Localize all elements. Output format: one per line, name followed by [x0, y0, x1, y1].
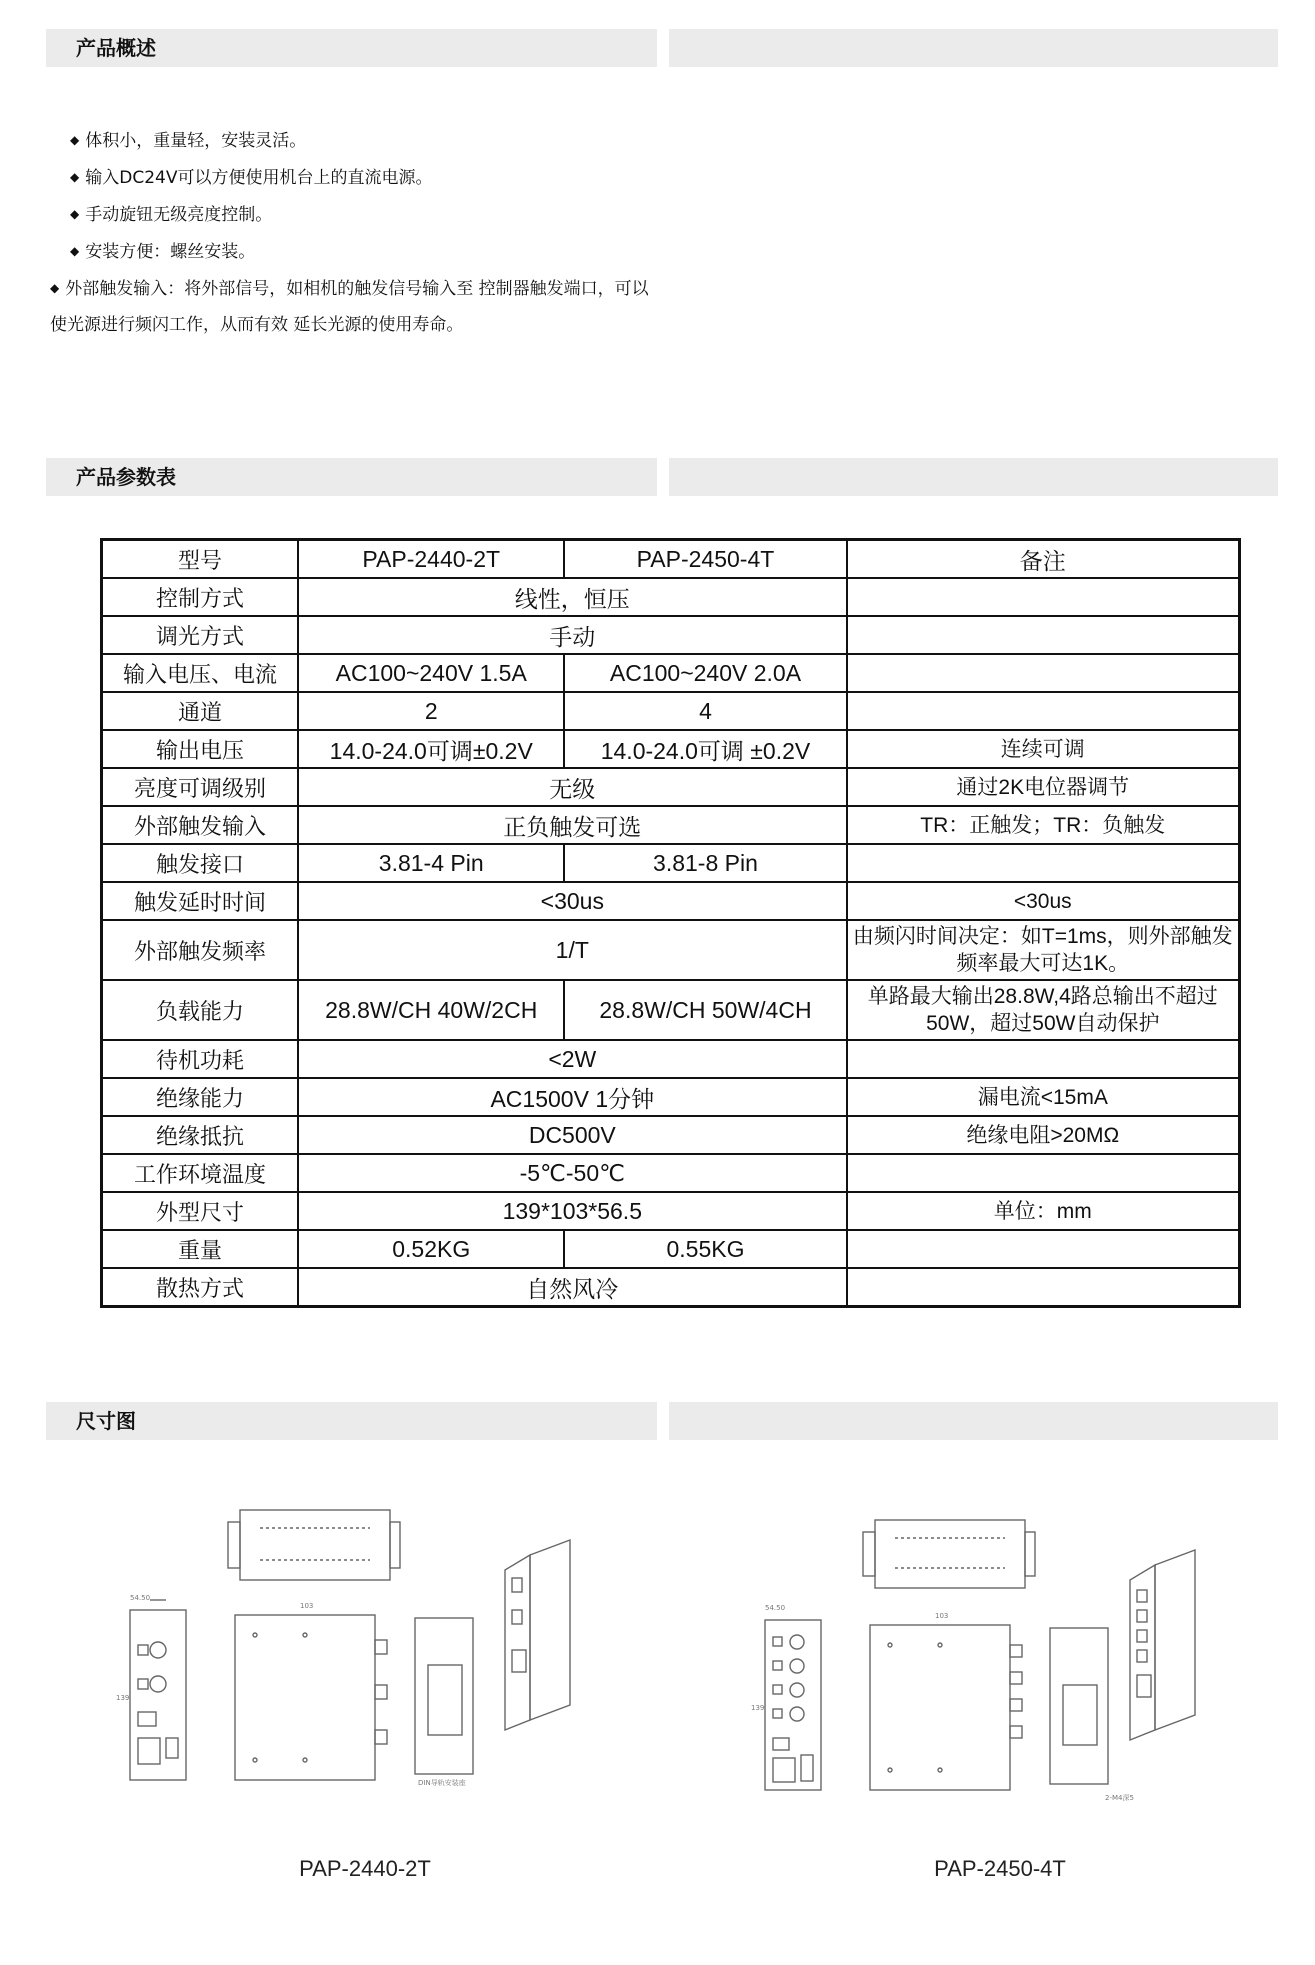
row-value-model-b: AC100~240V 2.0A: [564, 654, 846, 692]
table-row: [102, 1116, 1240, 1154]
dimension-drawing-right: [745, 1510, 1265, 1820]
table-row: [102, 844, 1240, 882]
table-row: [102, 1268, 1240, 1307]
row-label: 散热方式: [102, 1268, 299, 1307]
row-label: 待机功耗: [102, 1040, 299, 1078]
row-note: 单路最大输出28.8W,4路总输出不超过50W，超过50W自动保护: [847, 980, 1240, 1040]
row-label: 外部触发频率: [102, 920, 299, 980]
section-bar-dimensions-right: [669, 1402, 1278, 1440]
table-row: [102, 920, 1240, 980]
table-row: [102, 730, 1240, 768]
row-value-model-b: 3.81-8 Pin: [564, 844, 846, 882]
table-row: [102, 806, 1240, 844]
dim-label-right: 2-M4深5: [1105, 1794, 1134, 1802]
row-value-model-a: 14.0-24.0可调±0.2V: [298, 730, 564, 768]
row-note: [847, 1230, 1240, 1268]
table-row: [102, 980, 1240, 1040]
row-note: [847, 844, 1240, 882]
section-bar-overview-right: [669, 29, 1278, 67]
row-note: 绝缘电阻>20MΩ: [847, 1116, 1240, 1154]
row-label: 输入电压、电流: [102, 654, 299, 692]
header-label: 型号: [102, 540, 299, 579]
row-note: [847, 1040, 1240, 1078]
caption-right: PAP-2450-4T: [934, 1856, 1066, 1881]
row-value-merged: DC500V: [298, 1116, 847, 1154]
row-label: 工作环境温度: [102, 1154, 299, 1192]
dim-label-left: DIN导轨安装座: [418, 1779, 466, 1787]
table-row: [102, 1040, 1240, 1078]
table-row: [102, 1078, 1240, 1116]
row-value-merged: 139*103*56.5: [298, 1192, 847, 1230]
row-note: 通过2K电位器调节: [847, 768, 1240, 806]
row-value-merged: 线性，恒压: [298, 578, 847, 616]
row-note: 单位：mm: [847, 1192, 1240, 1230]
row-value-model-a: 0.52KG: [298, 1230, 564, 1268]
caption-left: PAP-2440-2T: [299, 1856, 431, 1881]
dim-width-right: 54.50: [765, 1604, 786, 1612]
section-bar-dimensions: [46, 1402, 657, 1440]
row-note: [847, 692, 1240, 730]
row-label: 触发延时时间: [102, 882, 299, 920]
feature-item: ◆ 体积小，重量轻，安装灵活。: [70, 131, 307, 151]
feature-item: ◆ 安装方便：螺丝安装。: [70, 242, 256, 262]
row-label: 亮度可调级别: [102, 768, 299, 806]
row-value-model-a: 2: [298, 692, 564, 730]
table-row: [102, 1230, 1240, 1268]
table-row: [102, 654, 1240, 692]
row-note: 漏电流<15mA: [847, 1078, 1240, 1116]
feature-item: ◆ 手动旋钮无级亮度控制。: [70, 205, 273, 225]
row-label: 负载能力: [102, 980, 299, 1040]
row-label: 外部触发输入: [102, 806, 299, 844]
row-label: 绝缘能力: [102, 1078, 299, 1116]
dim-depth-right: 103: [935, 1612, 949, 1620]
row-label: 通道: [102, 692, 299, 730]
row-note: 连续可调: [847, 730, 1240, 768]
table-row: [102, 1154, 1240, 1192]
dimension-drawing-left: [110, 1500, 650, 1820]
diamond-bullet-icon: ◆: [70, 244, 80, 258]
dim-height-right: 139: [751, 1704, 765, 1712]
table-row: [102, 616, 1240, 654]
row-value-model-b: 28.8W/CH 50W/4CH: [564, 980, 846, 1040]
spec-table: [100, 538, 1241, 1308]
header-model-b: PAP-2450-4T: [564, 540, 846, 579]
dim-depth-left: 103: [300, 1602, 314, 1610]
row-value-model-a: AC100~240V 1.5A: [298, 654, 564, 692]
row-value-merged: <30us: [298, 882, 847, 920]
row-value-model-b: 4: [564, 692, 846, 730]
row-value-merged: 无级: [298, 768, 847, 806]
table-row: [102, 768, 1240, 806]
row-note: TR：正触发；TR：负触发: [847, 806, 1240, 844]
row-note: [847, 654, 1240, 692]
table-row: [102, 1192, 1240, 1230]
diamond-bullet-icon: ◆: [70, 170, 80, 184]
row-label: 调光方式: [102, 616, 299, 654]
section-title-params: 产品参数表: [76, 465, 176, 489]
row-value-merged: 正负触发可选: [298, 806, 847, 844]
row-value-merged: 1/T: [298, 920, 847, 980]
row-label: 绝缘抵抗: [102, 1116, 299, 1154]
row-label: 重量: [102, 1230, 299, 1268]
row-note: <30us: [847, 882, 1240, 920]
dim-width-left: 54.50: [130, 1594, 151, 1602]
diamond-bullet-icon: ◆: [70, 207, 80, 221]
row-note: [847, 616, 1240, 654]
row-note: [847, 1268, 1240, 1307]
feature-list: [50, 122, 650, 343]
diamond-bullet-icon: ◆: [50, 281, 60, 295]
table-header-row: [102, 540, 1240, 579]
section-bar-overview: [46, 29, 657, 67]
table-row: [102, 578, 1240, 616]
row-label: 外型尺寸: [102, 1192, 299, 1230]
header-note: 备注: [847, 540, 1240, 579]
section-bar-params: [46, 458, 657, 496]
row-value-merged: AC1500V 1分钟: [298, 1078, 847, 1116]
row-value-merged: 自然风冷: [298, 1268, 847, 1307]
row-note: 由频闪时间决定：如T=1ms，则外部触发频率最大可达1K。: [847, 920, 1240, 980]
row-value-model-b: 14.0-24.0可调 ±0.2V: [564, 730, 846, 768]
row-note: [847, 1154, 1240, 1192]
row-value-merged: 手动: [298, 616, 847, 654]
feature-item: ◆ 输入DC24V可以方便使用机台上的直流电源。: [70, 168, 433, 188]
dim-height-left: 139: [116, 1694, 130, 1702]
row-label: 输出电压: [102, 730, 299, 768]
row-value-merged: <2W: [298, 1040, 847, 1078]
feature-item: ◆ 外部触发输入：将外部信号，如相机的触发信号输入至 控制器触发端口，可以使光源进行频闪工作，从而有效 延长光源的使用寿命。: [50, 279, 649, 335]
row-value-model-a: 28.8W/CH 40W/2CH: [298, 980, 564, 1040]
row-label: 触发接口: [102, 844, 299, 882]
diamond-bullet-icon: ◆: [70, 133, 80, 147]
table-row: [102, 882, 1240, 920]
header-model-a: PAP-2440-2T: [298, 540, 564, 579]
table-row: [102, 692, 1240, 730]
row-value-model-b: 0.55KG: [564, 1230, 846, 1268]
section-title-overview: 产品概述: [76, 36, 156, 60]
section-bar-params-right: [669, 458, 1278, 496]
section-title-dimensions: 尺寸图: [76, 1409, 136, 1433]
row-value-merged: -5℃-50℃: [298, 1154, 847, 1192]
row-note: [847, 578, 1240, 616]
row-label: 控制方式: [102, 578, 299, 616]
row-value-model-a: 3.81-4 Pin: [298, 844, 564, 882]
